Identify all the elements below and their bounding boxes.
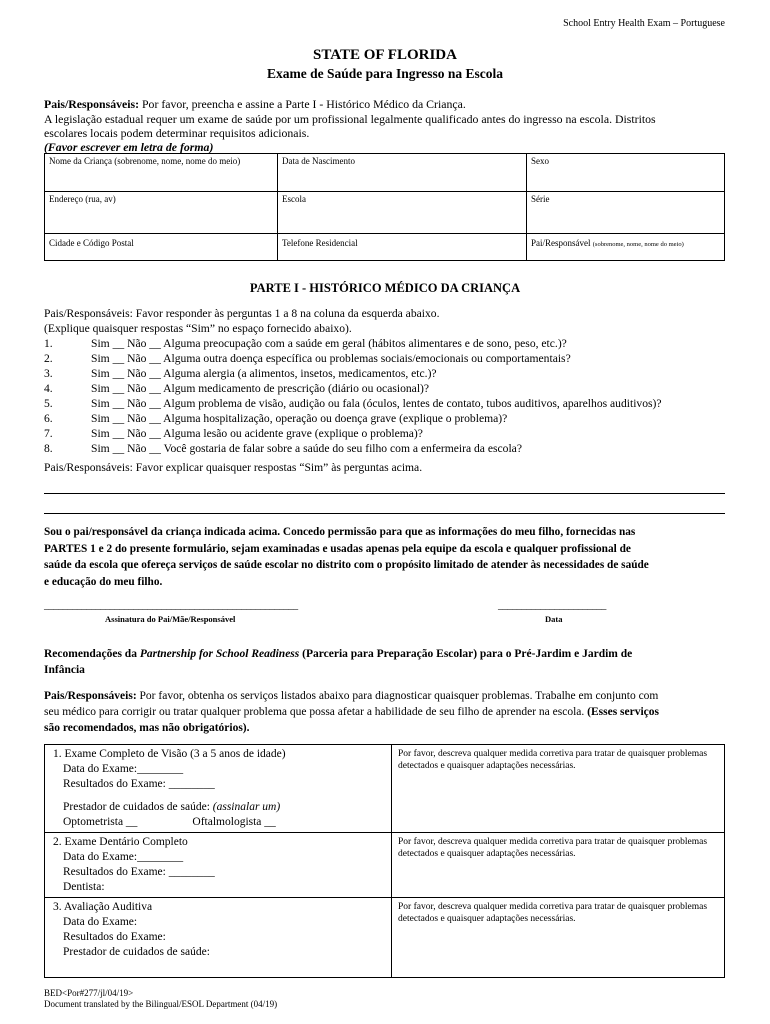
vision-exam-title: 1. Exame Completo de Visão (3 a 5 anos de idade): [53, 748, 286, 760]
question-number: 3.: [44, 367, 53, 380]
city-zip-field[interactable]: Cidade e Código Postal: [45, 234, 278, 261]
recommendations-paragraph: Pais/Responsáveis: Por favor, obtenha os serviços listados abaixo para diagnosticar quaisquer problemas. Trabalhe em conjunto com seu médico para corrigir ou tratar qualquer problema que possa afetar a habilidade de seu filho de aprender na escola. (Esses serviços são recomendados, mas não obrigatórios).: [44, 690, 660, 734]
document-footer: [44, 988, 277, 1010]
question-number: 6.: [44, 412, 53, 425]
form-language-label: School Entry Health Exam – Portuguese: [563, 18, 725, 29]
vision-exam-results[interactable]: Resultados do Exame: ________: [63, 778, 215, 790]
hearing-notes-cell[interactable]: Por favor, descreva qualquer medida corretiva para tratar de quaisquer problemas detectados e quaisquer adaptações necessárias.: [392, 898, 725, 978]
signature-line[interactable]: ______________________________________________________: [44, 600, 298, 611]
ophthalmologist-option[interactable]: Oftalmologista __: [192, 816, 276, 828]
question-text[interactable]: Sim __ Não __ Alguma preocupação com a saúde em geral (hábitos alimentares e de sono, peso, etc.)?: [91, 337, 567, 350]
dental-notes-cell[interactable]: Por favor, descreva qualquer medida corretiva para tratar de quaisquer problemas detectados e quaisquer adaptações necessárias.: [392, 833, 725, 898]
child-name-field[interactable]: Nome da Criança (sobrenome, nome, nome do meio): [45, 154, 278, 192]
intro-paragraph: [44, 97, 734, 153]
question-text[interactable]: Sim __ Não __ Algum medicamento de prescrição (diário ou ocasional)?: [91, 382, 430, 395]
consent-paragraph: [44, 524, 734, 590]
hearing-exam-date[interactable]: Data do Exame:: [63, 916, 138, 928]
explain-instruction: Pais/Responsáveis: Favor explicar quaisquer respostas “Sim” às perguntas acima.: [44, 461, 423, 474]
part-1-instruction: Pais/Responsáveis: Favor responder às perguntas 1 a 8 na coluna da esquerda abaixo.: [44, 307, 440, 320]
dental-exam-cell: [45, 833, 392, 898]
consent-line: PARTES 1 e 2 do presente formulário, sejam examinadas e usadas apenas pela equipe da escola e qualquer profissional de: [44, 542, 631, 555]
home-phone-field[interactable]: Telefone Residencial: [278, 234, 527, 261]
dental-exam-date[interactable]: Data do Exame:________: [63, 851, 184, 863]
vision-exam-cell: 1. Exame Completo de Visão (3 a 5 anos de idade) Data do Exame:________ Resultados do Exame: ________ Prestador de cuidados de saúde: (assinalar um) Optometrista __ Oftalmologista __: [45, 745, 392, 833]
date-line[interactable]: _______________________: [498, 600, 607, 611]
school-field[interactable]: Escola: [278, 192, 527, 234]
child-info-table: [44, 153, 725, 261]
question-number: 4.: [44, 382, 53, 395]
recommendations-heading: Recomendações da Partnership for School Readiness (Parceria para Preparação Escolar) para o Pré-Jardim e Jardim de Infância: [44, 648, 633, 676]
intro-line-2: A legislação estadual requer um exame de saúde por um profissional legalmente qualificado antes do ingresso na escola. Distritos: [44, 111, 656, 126]
intro-line-3: escolares locais podem determinar requisitos adicionais.: [44, 126, 310, 140]
hearing-exam-results[interactable]: Resultados do Exame:: [63, 931, 166, 943]
part-1-instruction-2: (Explique quaisquer respostas “Sim” no espaço fornecido abaixo).: [44, 322, 352, 335]
intro-text: Por favor, preencha e assine a Parte I - Histórico Médico da Criança.: [139, 97, 466, 111]
question-number: 5.: [44, 397, 53, 410]
question-text[interactable]: Sim __ Não __ Você gostaria de falar sobre a saúde do seu filho com a enfermeira da escola?: [91, 442, 522, 455]
optometrist-option[interactable]: Optometrista __: [63, 816, 138, 828]
consent-line: Sou o pai/responsável da criança indicada acima. Concedo permissão para que as informações do meu filho, fornecidas nas: [44, 526, 636, 538]
print-note: (Favor escrever em letra de forma): [44, 139, 214, 154]
grade-field[interactable]: Série: [527, 192, 725, 234]
address-field[interactable]: Endereço (rua, av): [45, 192, 278, 234]
form-code: BED<Por#277/jl/04/19>: [44, 988, 134, 998]
birth-date-field[interactable]: Data de Nascimento: [278, 154, 527, 192]
consent-line: e educação do meu filho.: [44, 575, 163, 588]
questions-list: [0, 336, 770, 461]
answer-line-1[interactable]: [44, 493, 725, 494]
part-1-title: PARTE I - HISTÓRICO MÉDICO DA CRIANÇA: [249, 281, 521, 295]
vision-exam-date[interactable]: Data do Exame:________: [63, 763, 184, 775]
vision-notes-cell[interactable]: Por favor, descreva qualquer medida corretiva para tratar de quaisquer problemas detectados e quaisquer adaptações necessárias.: [392, 745, 725, 833]
question-number: 8.: [44, 442, 53, 455]
dental-exam-title: 2. Exame Dentário Completo: [53, 836, 188, 848]
question-number: 2.: [44, 352, 53, 365]
question-text[interactable]: Sim __ Não __ Alguma alergia (a alimentos, insetos, medicamentos, etc.)?: [91, 367, 437, 380]
translation-note: Document translated by the Bilingual/ESOL Department (04/19): [44, 999, 278, 1009]
intro-label: Pais/Responsáveis:: [44, 97, 140, 111]
sex-field[interactable]: Sexo: [527, 154, 725, 192]
question-text[interactable]: Sim __ Não __ Alguma outra doença específica ou problemas sociais/emocionais ou comportamentais?: [91, 352, 571, 365]
recommended-services-table: [44, 744, 725, 978]
dentist-field[interactable]: Dentista:: [63, 881, 105, 893]
question-number: 7.: [44, 427, 53, 440]
question-text[interactable]: Sim __ Não __ Alguma hospitalização, operação ou doença grave (explique o problema)?: [91, 412, 508, 425]
dental-exam-results[interactable]: Resultados do Exame: ________: [63, 866, 215, 878]
form-subtitle: Exame de Saúde para Ingresso na Escola: [266, 66, 504, 81]
question-text[interactable]: Sim __ Não __ Algum problema de visão, audição ou fala (óculos, lentes de contato, tubos auditivos, aparelhos auditivos)?: [91, 397, 662, 410]
hearing-provider-field[interactable]: Prestador de cuidados de saúde:: [63, 946, 210, 958]
answer-line-2[interactable]: [44, 513, 725, 514]
parent-name-field[interactable]: Pai/Responsável (sobrenome, nome, nome do meio): [527, 234, 725, 261]
question-number: 1.: [44, 337, 53, 350]
hearing-exam-cell: [45, 898, 392, 978]
consent-line: saúde da escola que ofereça serviços de saúde escolar no distrito com o propósito limitado de atender às necessidades de saúde: [44, 559, 649, 571]
date-label: Data: [545, 614, 563, 624]
question-text[interactable]: Sim __ Não __ Alguma lesão ou acidente grave (explique o problema)?: [91, 427, 423, 440]
hearing-exam-title: 3. Avaliação Auditiva: [53, 901, 153, 913]
signature-label: Assinatura do Pai/Mãe/Responsável: [105, 614, 236, 624]
form-title: STATE OF FLORIDA: [313, 47, 457, 63]
